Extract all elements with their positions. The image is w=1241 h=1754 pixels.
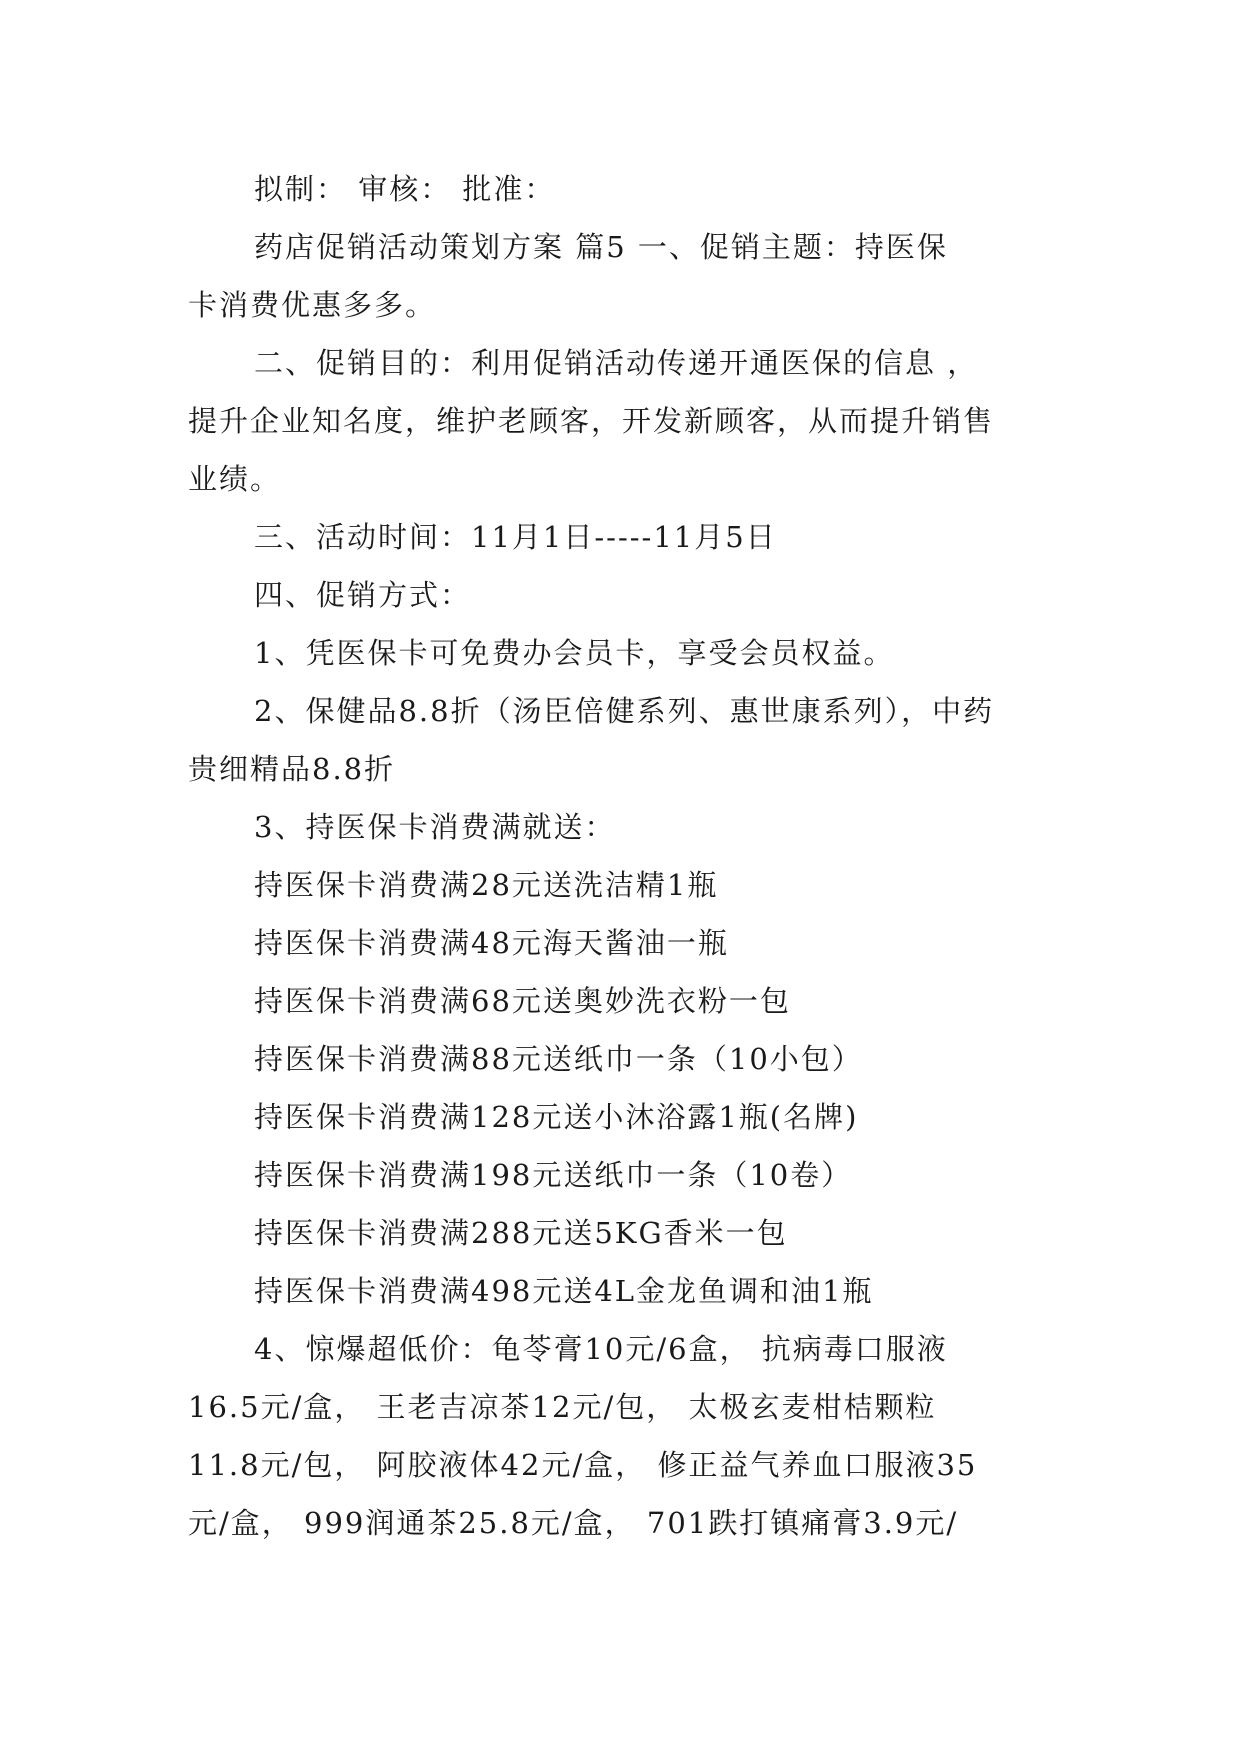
gift-tier-line: 持医保卡消费满88元送纸巾一条（10小包） [254, 1042, 863, 1076]
gift-tier-line: 持医保卡消费满288元送5KG香米一包 [254, 1216, 788, 1250]
text-line: 4、惊爆超低价：龟苓膏10元/6盒， 抗病毒口服液 [254, 1332, 948, 1366]
text-line: 提升企业知名度，维护老顾客，开发新顾客，从而提升销售 [188, 404, 995, 438]
text-line: 贵细精品8.8折 [188, 752, 396, 786]
text-line: 2、保健品8.8折（汤臣倍健系列、惠世康系列），中药 [254, 694, 995, 728]
text-line: 16.5元/盒， 王老吉凉茶12元/包， 太极玄麦柑桔颗粒 [188, 1390, 937, 1424]
gift-tier-line: 持医保卡消费满68元送奥妙洗衣粉一包 [254, 984, 791, 1018]
gift-tier-line: 持医保卡消费满48元海天酱油一瓶 [254, 926, 729, 960]
text-line: 业绩。 [188, 462, 282, 496]
text-line: 1、凭医保卡可免费办会员卡，享受会员权益。 [254, 636, 895, 670]
section-title-line: 药店促销活动策划方案 篇5 一、促销主题：持医保 [254, 230, 948, 264]
text-line: 11.8元/包， 阿胶液体42元/盒， 修正益气养血口服液35 [188, 1448, 978, 1482]
gift-tier-line: 持医保卡消费满498元送4L金龙鱼调和油1瓶 [254, 1274, 874, 1308]
gift-tier-line: 持医保卡消费满128元送小沐浴露1瓶(名牌) [254, 1100, 859, 1134]
text-line: 元/盒， 999润通茶25.8元/盒， 701跌打镇痛膏3.9元/ [188, 1506, 959, 1540]
text-line: 卡消费优惠多多。 [188, 288, 437, 322]
text-line: 四、促销方式： [254, 578, 472, 612]
gift-tier-line: 持医保卡消费满28元送洗洁精1瓶 [254, 868, 719, 902]
document-body [188, 160, 1048, 1552]
text-line: 3、持医保卡消费满就送： [254, 810, 616, 844]
text-line: 二、促销目的：利用促销活动传递开通医保的信息 ， [254, 346, 979, 380]
gift-tier-line: 持医保卡消费满198元送纸巾一条（10卷） [254, 1158, 853, 1192]
approval-line: 拟制： 审核： 批准： [254, 172, 556, 206]
text-line: 三、活动时间：11月1日-----11月5日 [254, 520, 777, 554]
